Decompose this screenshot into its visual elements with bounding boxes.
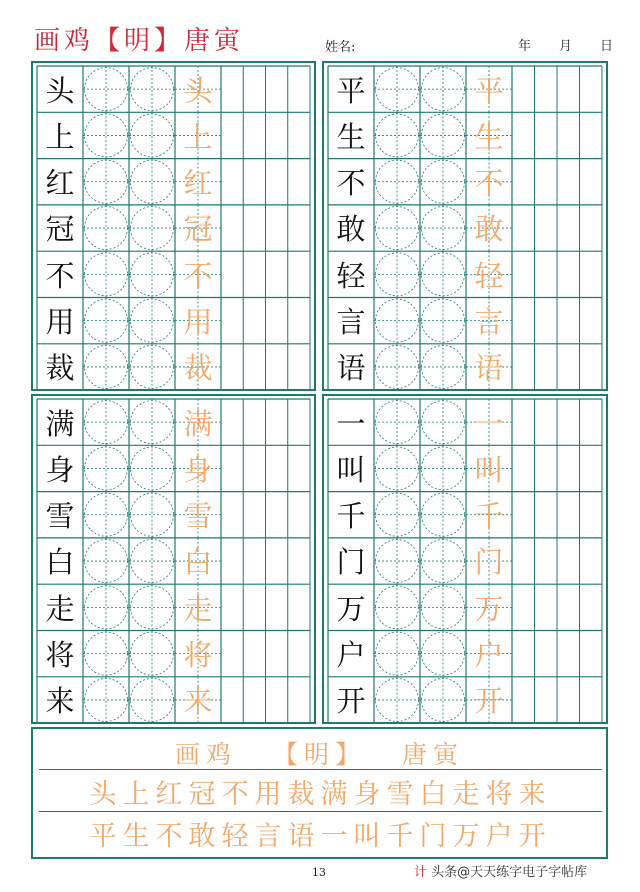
poem-line-1: 头上红冠不用裁满身雪白走将来 <box>89 779 552 810</box>
model-character: 不 <box>45 258 75 293</box>
model-character: 头 <box>45 73 75 108</box>
divider <box>39 769 602 770</box>
trace-character: 语 <box>474 351 504 386</box>
watermark-text: 头条@天天练字电子字帖库 <box>431 865 588 880</box>
trace-character: 上 <box>183 119 213 154</box>
model-character: 千 <box>336 499 366 534</box>
trace-character: 雪 <box>183 499 213 534</box>
trace-character: 用 <box>183 305 213 339</box>
trace-character: 白 <box>183 545 213 580</box>
trace-character: 万 <box>474 591 504 626</box>
model-character: 将 <box>45 638 75 672</box>
poem-dynasty: 【明】 <box>272 740 366 769</box>
trace-character: 冠 <box>183 212 213 247</box>
trace-character: 满 <box>183 406 213 441</box>
poem-title: 画鸡 <box>174 740 237 769</box>
model-character: 敢 <box>336 212 366 247</box>
model-character: 万 <box>336 591 366 626</box>
model-character: 一 <box>336 406 366 441</box>
model-character: 门 <box>336 545 366 580</box>
date-field <box>518 35 613 54</box>
poem-heading <box>33 735 606 769</box>
date-month: 月 <box>559 39 573 54</box>
model-character: 上 <box>45 119 75 154</box>
name-label: 姓名: <box>325 40 356 55</box>
trace-character: 生 <box>474 119 504 154</box>
model-character: 生 <box>336 119 366 154</box>
title-author: 唐寅 <box>184 26 245 56</box>
model-character: 平 <box>336 73 366 108</box>
model-character: 户 <box>336 638 366 672</box>
page-title <box>34 20 244 57</box>
model-character: 冠 <box>45 212 75 247</box>
trace-character: 叫 <box>474 452 504 487</box>
practice-panel-bottom-left <box>31 394 316 724</box>
model-character: 语 <box>336 351 366 386</box>
trace-character: 平 <box>474 73 504 108</box>
model-character: 雪 <box>45 499 75 534</box>
trace-character: 身 <box>183 452 213 487</box>
trace-character: 开 <box>474 684 504 719</box>
trace-character: 一 <box>474 406 504 441</box>
model-character: 裁 <box>45 351 75 386</box>
trace-character: 头 <box>183 73 213 108</box>
model-character: 来 <box>45 684 75 719</box>
trace-character: 裁 <box>183 351 213 386</box>
trace-character: 敢 <box>474 212 504 247</box>
date-year: 年 <box>518 39 532 54</box>
practice-panel-bottom-right <box>322 394 608 724</box>
model-character: 言 <box>336 305 366 339</box>
trace-character: 不 <box>474 166 504 201</box>
poem-review-box <box>31 727 608 859</box>
trace-character: 红 <box>183 166 213 201</box>
model-character: 红 <box>45 166 75 201</box>
title-dynasty: 【明】 <box>94 26 185 56</box>
trace-character: 来 <box>183 684 213 719</box>
name-field <box>325 36 355 55</box>
model-character: 满 <box>45 406 75 441</box>
trace-character: 将 <box>183 638 213 672</box>
divider <box>39 811 602 812</box>
watermark-prefix: 计 <box>414 865 428 880</box>
page-number: 13 <box>312 866 326 879</box>
date-day: 日 <box>600 39 614 54</box>
model-character: 不 <box>336 166 366 201</box>
model-character: 用 <box>45 305 75 339</box>
title-poem: 画鸡 <box>34 26 95 56</box>
model-character: 开 <box>336 684 366 719</box>
model-character: 白 <box>45 545 75 580</box>
trace-character: 不 <box>183 258 213 293</box>
trace-character: 千 <box>474 499 504 534</box>
trace-character: 言 <box>474 305 504 339</box>
model-character: 轻 <box>336 258 366 293</box>
model-character: 身 <box>45 452 75 487</box>
practice-panel-top-right <box>322 61 608 391</box>
practice-panel-top-left <box>31 61 316 391</box>
model-character: 叫 <box>336 452 366 487</box>
trace-character: 门 <box>474 545 504 580</box>
watermark <box>414 861 587 880</box>
trace-character: 轻 <box>474 258 504 293</box>
trace-character: 走 <box>183 591 213 626</box>
poem-author: 唐寅 <box>402 740 465 769</box>
trace-character: 户 <box>474 638 504 672</box>
poem-line-2: 平生不敢轻言语一叫千门万户开 <box>89 821 552 852</box>
model-character: 走 <box>45 591 75 626</box>
